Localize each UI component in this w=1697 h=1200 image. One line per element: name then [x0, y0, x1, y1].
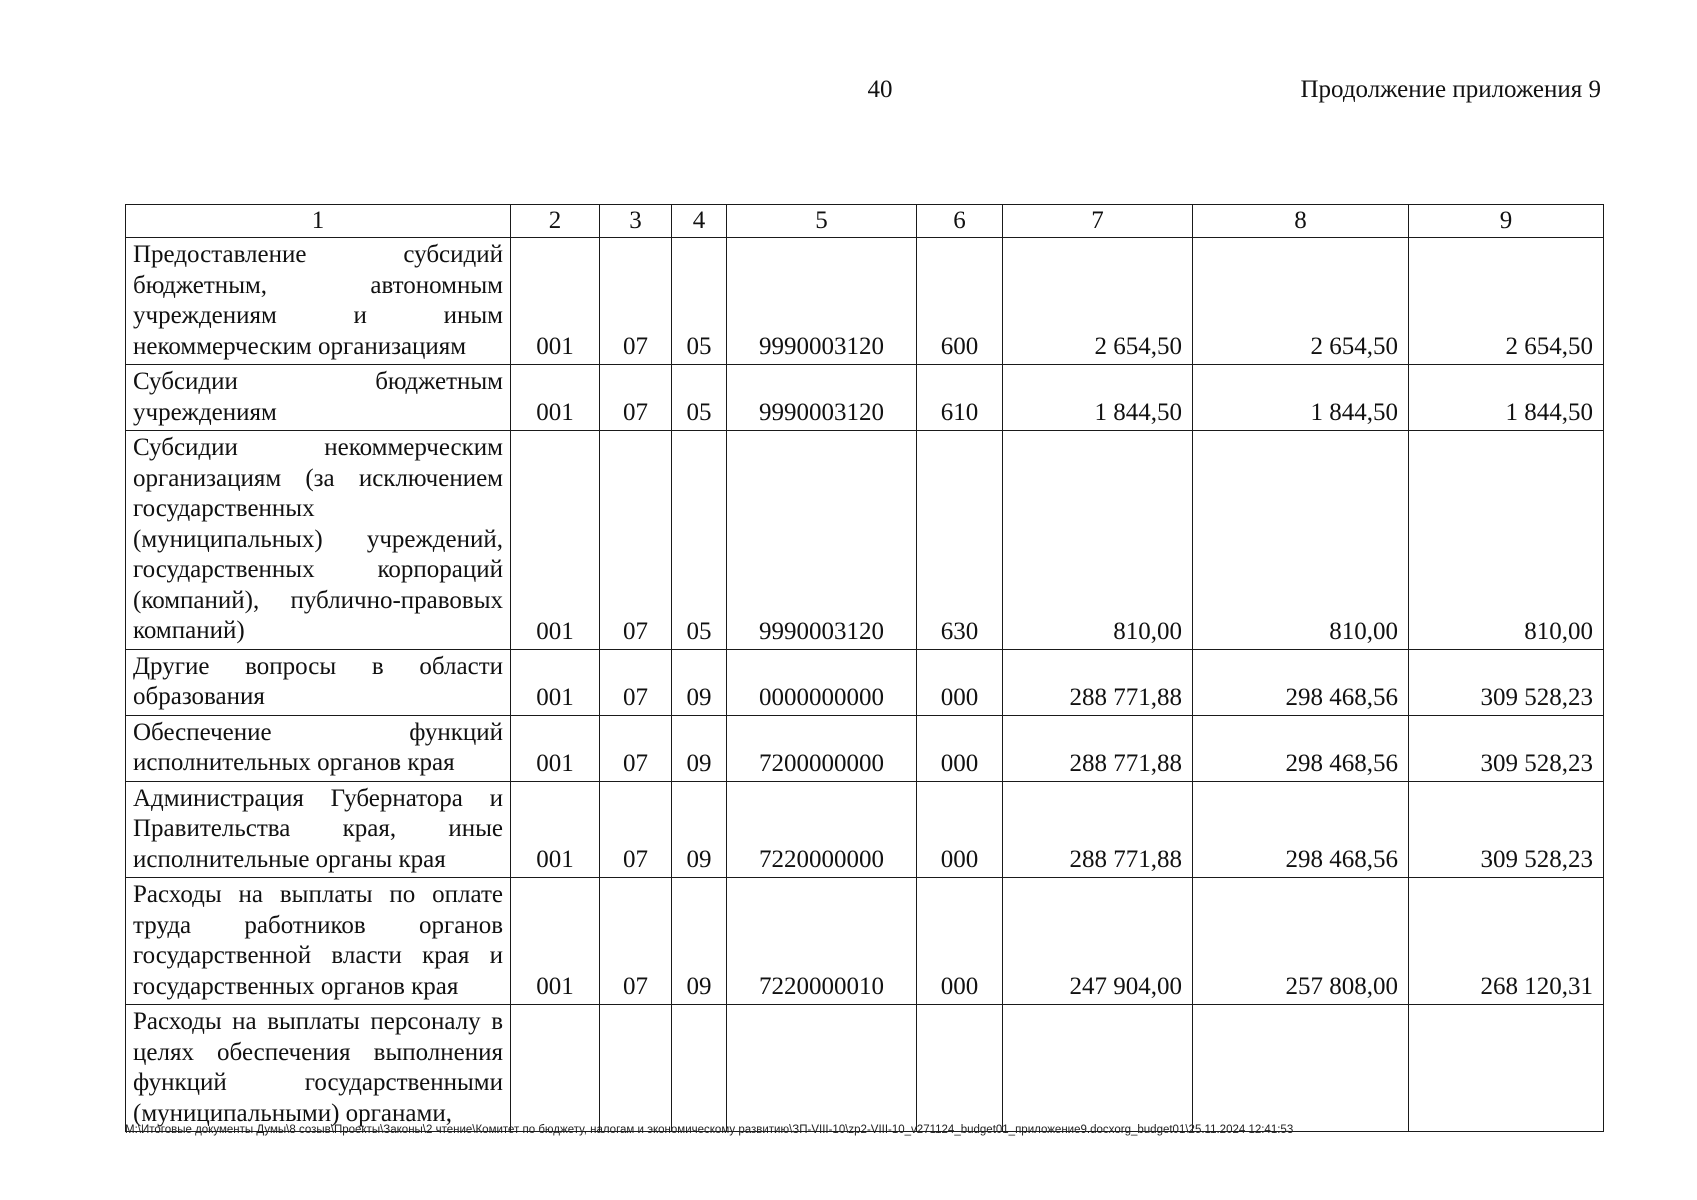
cell-section: 07 — [600, 649, 672, 715]
column-header: 6 — [917, 205, 1003, 238]
column-number-row — [126, 205, 1604, 238]
cell-subsection: 09 — [672, 715, 727, 781]
table-row — [126, 1005, 1604, 1132]
row-name: Предоставление субсидий бюджетным, автономным учреждениям и иным некоммерческим организациям — [126, 238, 511, 365]
cell-amount: 2 654,50 — [1409, 238, 1604, 365]
table-row — [126, 781, 1604, 878]
row-name: Субсидии некоммерческим организациям (за исключением государственных (муниципальных) учреждений, государственных корпораций (компаний), публично-правовых компаний) — [126, 431, 511, 650]
row-name: Другие вопросы в области образования — [126, 649, 511, 715]
cell-amount: 298 468,56 — [1193, 781, 1409, 878]
row-name: Субсидии бюджетным учреждениям — [126, 365, 511, 431]
cell-expense-type: 600 — [917, 238, 1003, 365]
cell-expense-type: 630 — [917, 431, 1003, 650]
cell-amount: 1 844,50 — [1409, 365, 1604, 431]
cell-amount: 2 654,50 — [1193, 238, 1409, 365]
document-file-path: M:\Итоговые документы Думы\8 созыв\Проекты\Законы\2 чтение\Комитет по бюджету, налогам и экономическому развитию\ЗП-VIII-10\zp2-VIII-10_v271124_budget01_приложение9.docxorg_budget01\25.11.2024 12:41:53 — [125, 1124, 1294, 1136]
cell-amount: 298 468,56 — [1193, 649, 1409, 715]
cell-code: 001 — [511, 715, 600, 781]
column-header: 5 — [727, 205, 917, 238]
cell-subsection: 09 — [672, 878, 727, 1005]
cell-target-article: 9990003120 — [727, 238, 917, 365]
table-row — [126, 431, 1604, 650]
cell-amount: 2 654,50 — [1003, 238, 1193, 365]
column-header: 9 — [1409, 205, 1604, 238]
cell-amount: 1 844,50 — [1003, 365, 1193, 431]
cell-amount: 1 844,50 — [1193, 365, 1409, 431]
cell-amount: 247 904,00 — [1003, 878, 1193, 1005]
table-row — [126, 649, 1604, 715]
cell-subsection: 09 — [672, 781, 727, 878]
cell-expense-type: 000 — [917, 781, 1003, 878]
table-row — [126, 878, 1604, 1005]
cell-amount: 257 808,00 — [1193, 878, 1409, 1005]
cell-target-article: 7220000010 — [727, 878, 917, 1005]
cell-section: 07 — [600, 365, 672, 431]
cell-amount: 810,00 — [1409, 431, 1604, 650]
cell-code — [511, 1005, 600, 1132]
cell-amount: 288 771,88 — [1003, 649, 1193, 715]
row-name: Обеспечение функций исполнительных органов края — [126, 715, 511, 781]
cell-amount: 309 528,23 — [1409, 781, 1604, 878]
cell-code: 001 — [511, 431, 600, 650]
cell-target-article: 7200000000 — [727, 715, 917, 781]
cell-subsection: 09 — [672, 649, 727, 715]
cell-amount: 810,00 — [1003, 431, 1193, 650]
cell-amount: 288 771,88 — [1003, 715, 1193, 781]
column-header: 7 — [1003, 205, 1193, 238]
appendix-continuation-note: Продолжение приложения 9 — [1300, 76, 1601, 103]
cell-subsection: 05 — [672, 431, 727, 650]
cell-target-article — [727, 1005, 917, 1132]
cell-code: 001 — [511, 649, 600, 715]
cell-section: 07 — [600, 431, 672, 650]
cell-expense-type — [917, 1005, 1003, 1132]
cell-code: 001 — [511, 365, 600, 431]
cell-expense-type: 000 — [917, 878, 1003, 1005]
cell-amount: 309 528,23 — [1409, 715, 1604, 781]
cell-amount — [1003, 1005, 1193, 1132]
cell-section: 07 — [600, 878, 672, 1005]
cell-code: 001 — [511, 878, 600, 1005]
cell-amount: 298 468,56 — [1193, 715, 1409, 781]
cell-expense-type: 610 — [917, 365, 1003, 431]
cell-amount — [1193, 1005, 1409, 1132]
cell-code: 001 — [511, 781, 600, 878]
cell-target-article: 7220000000 — [727, 781, 917, 878]
row-name: Расходы на выплаты по оплате труда работников органов государственной власти края и государственных органов края — [126, 878, 511, 1005]
table-row — [126, 715, 1604, 781]
cell-amount: 268 120,31 — [1409, 878, 1604, 1005]
cell-amount: 309 528,23 — [1409, 649, 1604, 715]
column-header: 4 — [672, 205, 727, 238]
table-row — [126, 238, 1604, 365]
cell-section — [600, 1005, 672, 1132]
cell-section: 07 — [600, 238, 672, 365]
column-header: 2 — [511, 205, 600, 238]
cell-amount: 810,00 — [1193, 431, 1409, 650]
cell-target-article: 9990003120 — [727, 431, 917, 650]
cell-subsection: 05 — [672, 365, 727, 431]
cell-amount — [1409, 1005, 1604, 1132]
cell-expense-type: 000 — [917, 715, 1003, 781]
cell-target-article: 0000000000 — [727, 649, 917, 715]
cell-target-article: 9990003120 — [727, 365, 917, 431]
budget-table — [125, 204, 1604, 1132]
cell-expense-type: 000 — [917, 649, 1003, 715]
column-header: 1 — [126, 205, 511, 238]
column-header: 3 — [600, 205, 672, 238]
table-row — [126, 365, 1604, 431]
row-name: Расходы на выплаты персоналу в целях обеспечения выполнения функций государственными (муниципальными) органами, — [126, 1005, 511, 1132]
cell-code: 001 — [511, 238, 600, 365]
cell-amount: 288 771,88 — [1003, 781, 1193, 878]
row-name: Администрация Губернатора и Правительства края, иные исполнительные органы края — [126, 781, 511, 878]
cell-section: 07 — [600, 715, 672, 781]
cell-subsection — [672, 1005, 727, 1132]
cell-subsection: 05 — [672, 238, 727, 365]
cell-section: 07 — [600, 781, 672, 878]
page-number: 40 — [867, 76, 893, 103]
column-header: 8 — [1193, 205, 1409, 238]
